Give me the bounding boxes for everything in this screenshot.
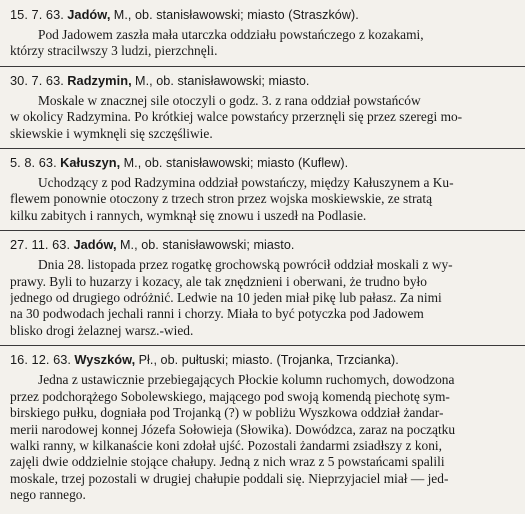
entry-wyszkow	[0, 346, 525, 509]
text-line: blisko drogi żelaznej warsz.-wied.	[10, 322, 194, 338]
text-line: flewem ponownie otoczony z trzech stron przez wojska moskiewskie, ze stratą	[10, 191, 433, 207]
entry-heading	[10, 67, 513, 89]
entry-date: 15. 7. 63.	[10, 7, 64, 22]
entry-place: Radzymin,	[67, 72, 132, 88]
entry-place: Jadów,	[67, 7, 111, 22]
entry-heading	[10, 346, 513, 368]
entry-jadow-2	[0, 231, 525, 346]
text-line: jednego od drugiego odróżnić. Ledwie na 10 jeden miał pikę lub pałasz. Za nimi	[10, 290, 442, 306]
entry-location-details: M., ob. stanisławowski; miasto.	[135, 73, 310, 88]
entry-place: Jadów,	[73, 237, 117, 253]
entry-date: 27. 11. 63.	[10, 237, 71, 253]
entry-date: 16. 12. 63.	[10, 352, 72, 368]
text-line: moskale, trzej pozostali w drugiej chałupie poddali się. Nieprzyjaciel miał — jed-	[10, 470, 449, 486]
text-line: nego rannego.	[10, 487, 86, 503]
entry-date: 30. 7. 63.	[10, 72, 64, 88]
entry-location-details: M., ob. stanisławowski; miasto (Kuflew).	[123, 156, 349, 171]
text-line: w okolicy Radzymina. Po krótkiej walce powstańcy przerznęli się przez szeregi mo-	[10, 109, 463, 125]
entry-text	[10, 89, 513, 148]
entry-heading	[10, 1, 513, 23]
entry-place: Wyszków,	[74, 352, 136, 368]
text-line: którzy stracilwszy 3 ludzi, pierzchnęli.	[10, 43, 218, 59]
entry-location-details: M., ob. stanisławowski; miasto.	[120, 238, 295, 253]
entry-place: Kałuszyn,	[60, 155, 121, 171]
entry-text	[10, 253, 513, 345]
entry-date: 5. 8. 63.	[10, 155, 57, 171]
text-line: Uchodzący z pod Radzymina oddział powstańczy, między Kałuszynem a Ku-	[38, 175, 454, 191]
text-line: walki ranny, w kilkanaście koni zdołał ujść. Pozostali żandarmi zsiadłszy z koni,	[10, 437, 442, 453]
text-line: kilku zabitych i rannych, wymknął się znowu i uszedł na Podlasie.	[10, 207, 367, 223]
text-line: Pod Jadowem zaszła mała utarczka oddziału powstańczego z kozakami,	[38, 27, 424, 42]
entry-heading	[10, 231, 513, 253]
entry-text	[10, 368, 513, 509]
entry-radzymin	[0, 67, 525, 149]
entry-location-details: M., ob. stanisławowski; miasto (Straszków).	[113, 8, 359, 22]
text-line: na 30 podwodach jechali ranni i chorzy. Miała to być potyczka pod Jadowem	[10, 306, 424, 322]
text-line: skiewskie i wymknęli się szczęśliwie.	[10, 125, 213, 141]
entry-text	[10, 171, 513, 230]
text-line: Dnia 28. listopada przez rogatkę grochowską powrócił oddział moskali z wy-	[38, 257, 453, 273]
text-line: birskiego pułku, dogniała pod Trojanką (?) w pobliżu Wyszkowa oddział żandar-	[10, 405, 444, 421]
entry-jadow-1	[0, 1, 525, 67]
text-line: Jedna z ustawicznie przebiegających Płockie kolumn ruchomych, dowodzona	[38, 372, 455, 388]
text-line: Moskale w znacznej sile otoczyli o godz. 3. z rana oddział powstańców	[38, 92, 421, 108]
entry-location-details: Pł., ob. pułtuski; miasto. (Trojanka, Trzcianka).	[138, 353, 399, 368]
text-line: przez podchorążego Sobolewskiego, mającego pod swoją komendą piechotę sym-	[10, 388, 450, 404]
entry-text	[10, 23, 513, 66]
text-line: prawy. Byli to huzarzy i kozacy, ale tak znędznieni i oberwani, że trudno było	[10, 273, 427, 289]
text-line: zajęli dwie oddzielnie stojące chałupy. Jedną z nich wraz z 5 powstańcami spalili	[10, 454, 445, 470]
entry-heading	[10, 149, 513, 171]
text-line: merii narodowej konnej Józefa Sołowieja (Słowika). Dowódzca, zaraz na początku	[10, 421, 456, 437]
entry-kaluszyn	[0, 149, 525, 231]
